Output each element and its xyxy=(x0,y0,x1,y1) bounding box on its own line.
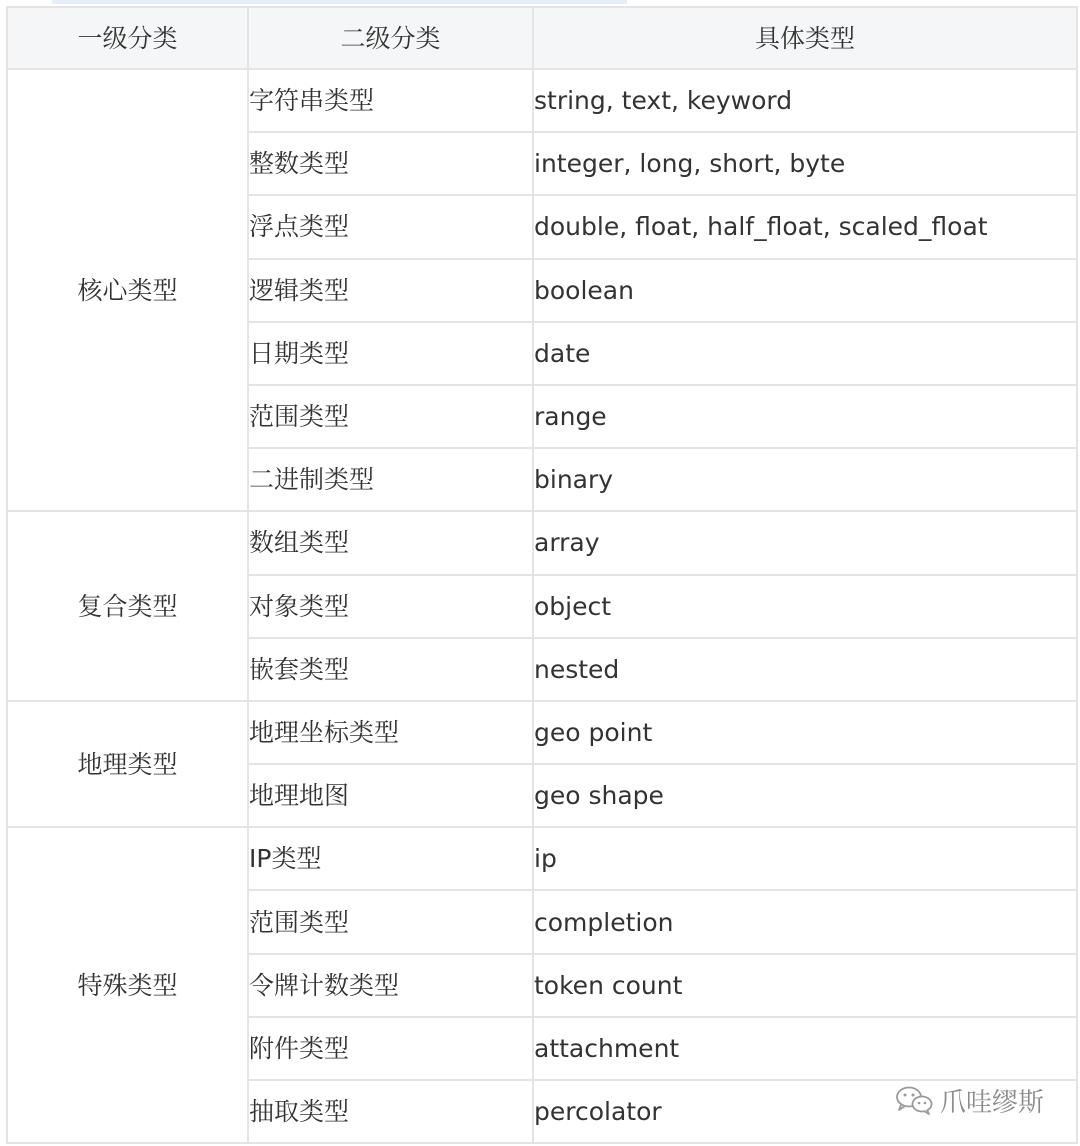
specific-type-cell: nested xyxy=(533,638,1077,701)
secondary-category-cell: 地理地图 xyxy=(248,764,533,827)
specific-type-cell: completion xyxy=(533,890,1077,953)
specific-type-cell: geo point xyxy=(533,701,1077,764)
secondary-category-cell: 逻辑类型 xyxy=(248,259,533,322)
secondary-category-cell: 整数类型 xyxy=(248,132,533,195)
secondary-category-cell: 字符串类型 xyxy=(248,69,533,132)
table-row xyxy=(7,701,1077,764)
watermark xyxy=(892,1083,1046,1117)
primary-category-cell: 复合类型 xyxy=(7,511,248,701)
specific-type-cell: token count xyxy=(533,954,1077,1017)
secondary-category-cell: 范围类型 xyxy=(248,890,533,953)
specific-type-cell: binary xyxy=(533,448,1077,511)
specific-type-cell: integer, long, short, byte xyxy=(533,132,1077,195)
header-secondary-category: 二级分类 xyxy=(248,7,533,69)
header-row xyxy=(7,7,1077,69)
specific-type-cell: array xyxy=(533,511,1077,574)
table-row xyxy=(7,827,1077,890)
top-edge-strip xyxy=(52,0,627,4)
secondary-category-cell: 对象类型 xyxy=(248,575,533,638)
specific-type-cell: attachment xyxy=(533,1017,1077,1080)
secondary-category-cell: 令牌计数类型 xyxy=(248,954,533,1017)
specific-type-cell: string, text, keyword xyxy=(533,69,1077,132)
data-types-table xyxy=(6,6,1078,1144)
secondary-category-cell: 嵌套类型 xyxy=(248,638,533,701)
wechat-icon xyxy=(894,1085,934,1115)
header-primary-category: 一级分类 xyxy=(7,7,248,69)
secondary-category-cell: 地理坐标类型 xyxy=(248,701,533,764)
secondary-category-cell: IP类型 xyxy=(248,827,533,890)
table-row xyxy=(7,511,1077,574)
secondary-category-cell: 日期类型 xyxy=(248,322,533,385)
specific-type-cell: percolator xyxy=(533,1080,1077,1143)
secondary-category-cell: 附件类型 xyxy=(248,1017,533,1080)
secondary-category-cell: 二进制类型 xyxy=(248,448,533,511)
secondary-category-cell: 浮点类型 xyxy=(248,195,533,258)
specific-type-cell: range xyxy=(533,385,1077,448)
specific-type-cell: double, float, half_float, scaled_float xyxy=(533,195,1077,258)
specific-type-cell: boolean xyxy=(533,259,1077,322)
header-specific-type: 具体类型 xyxy=(533,7,1077,69)
secondary-category-cell: 范围类型 xyxy=(248,385,533,448)
specific-type-cell: date xyxy=(533,322,1077,385)
table-row xyxy=(7,69,1077,132)
primary-category-cell: 地理类型 xyxy=(7,701,248,827)
specific-type-cell: ip xyxy=(533,827,1077,890)
primary-category-cell: 核心类型 xyxy=(7,69,248,511)
watermark-text: 爪哇缪斯 xyxy=(939,1087,1044,1118)
specific-type-cell: geo shape xyxy=(533,764,1077,827)
primary-category-cell: 特殊类型 xyxy=(7,827,248,1143)
secondary-category-cell: 数组类型 xyxy=(248,511,533,574)
secondary-category-cell: 抽取类型 xyxy=(248,1080,533,1143)
specific-type-cell: object xyxy=(533,575,1077,638)
